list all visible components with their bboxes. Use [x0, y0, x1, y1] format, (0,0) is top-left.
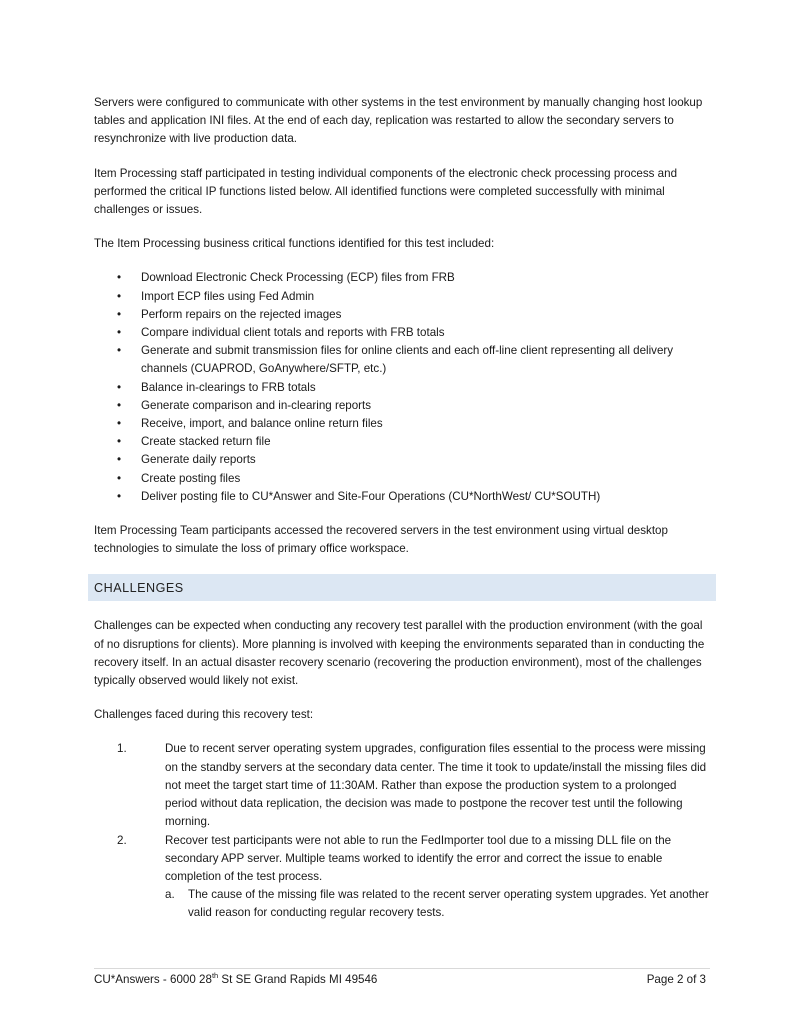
paragraph-virtual-desktop: Item Processing Team participants accessed the recovered servers in the test environment using virtual desktop technologies to simulate the loss of primary office workspace.: [94, 524, 668, 556]
bullet-marker: •: [117, 453, 122, 467]
list-item-text: Balance in-clearings to FRB totals: [141, 380, 316, 394]
bullet-marker: •: [117, 271, 122, 285]
list-item-text: Create posting files: [141, 471, 241, 485]
footer-page-number: Page 2 of 3: [646, 973, 706, 986]
list-item-text: Due to recent server operating system upgrades, configuration files essential to the process were missing on the standby servers at the secondary data center. The time it took to update/install the missing files did not meet the target start time of 11:30AM. Rather than expose the production system to a prolonged period without data replication, the decision was made to postpone the recover test until the following morning.: [165, 742, 707, 829]
sub-list-item-letter: a.: [165, 888, 175, 902]
list-item-text: Deliver posting file to CU*Answer and Site-Four Operations (CU*NorthWest/ CU*SOUTH): [141, 489, 601, 503]
bullet-marker: •: [117, 471, 122, 485]
list-item: [94, 470, 710, 488]
sub-list-item: [165, 886, 710, 922]
list-item: [94, 324, 710, 342]
bullet-marker: •: [117, 417, 122, 431]
footer-address-prefix: CU*Answers - 6000 28: [94, 973, 212, 986]
list-item-text: Compare individual client totals and reports with FRB totals: [141, 326, 445, 340]
bullet-marker: •: [117, 289, 122, 303]
bullet-marker: •: [117, 435, 122, 449]
page-footer: [94, 972, 706, 988]
list-item-text: Generate daily reports: [141, 453, 256, 467]
sub-list: [165, 886, 710, 922]
paragraph-item-processing-staff: Item Processing staff participated in testing individual components of the electronic check processing process and performed the critical IP functions listed below. All identified functions were completed successfully with minimal challenges or issues.: [94, 166, 678, 217]
list-item-text: Import ECP files using Fed Admin: [141, 289, 315, 303]
critical-functions-list: [94, 269, 710, 506]
list-item-text: Download Electronic Check Processing (ECP) files from FRB: [141, 271, 455, 285]
list-item-text: Generate comparison and in-clearing reports: [141, 398, 372, 412]
list-item: [94, 379, 710, 397]
footer-divider: [94, 968, 710, 969]
list-item-text: Create stacked return file: [141, 435, 271, 449]
list-item-text: Receive, import, and balance online return files: [141, 417, 383, 431]
list-item: [94, 269, 710, 287]
bullet-marker: •: [117, 380, 122, 394]
list-item-text: Perform repairs on the rejected images: [141, 307, 342, 321]
list-item: [94, 451, 710, 469]
footer-address-suffix: St SE Grand Rapids MI 49546: [218, 973, 378, 986]
paragraph-challenges-lead: Challenges faced during this recovery test:: [94, 708, 314, 722]
sub-list-item-text: The cause of the missing file was related to the recent server operating system upgrades. Yet another valid reason for conducting regular recovery tests.: [188, 888, 709, 920]
list-item: [94, 488, 710, 506]
list-item: [94, 306, 710, 324]
bullet-marker: •: [117, 489, 122, 503]
section-heading-challenges: CHALLENGES: [88, 574, 716, 601]
paragraph-server-configuration: Servers were configured to communicate with other systems in the test environment by manually changing host lookup tables and application INI files. At the end of each day, replication was restarted to allow the secondary servers to resynchronize with live production data.: [94, 96, 703, 146]
list-item-text: Generate and submit transmission files for online clients and each off-line client representing all delivery channels (CUAPROD, GoAnywhere/SFTP, etc.): [141, 344, 674, 376]
list-item: [94, 288, 710, 306]
challenges-list: [94, 740, 710, 922]
bullet-marker: •: [117, 326, 122, 340]
paragraph-challenges-intro: Challenges can be expected when conducting any recovery test parallel with the production environment (with the goal of no disruptions for clients). More planning is involved with keeping the environments separated than in conducting the recovery itself. In an actual disaster recovery scenario (recovering the production environment), most of the challenges typically observed would likely not exist.: [94, 619, 705, 688]
paragraph-functions-intro: The Item Processing business critical functions identified for this test included:: [94, 237, 495, 251]
bullet-marker: •: [117, 344, 122, 358]
list-item-number: 1.: [117, 742, 127, 756]
list-item: [94, 433, 710, 451]
bullet-marker: •: [117, 398, 122, 412]
footer-address-ordinal: th: [211, 971, 219, 981]
list-item: [94, 832, 710, 923]
list-item: [94, 740, 710, 831]
list-item-text: Recover test participants were not able to run the FedImporter tool due to a missing DLL file on the secondary APP server. Multiple teams worked to identify the error and correct the issue to enable completion of the test process.: [165, 833, 672, 883]
bullet-marker: •: [117, 307, 122, 321]
list-item: [94, 397, 710, 415]
footer-address: [94, 972, 377, 988]
list-item: [94, 342, 710, 378]
list-item: [94, 415, 710, 433]
list-item-number: 2.: [117, 833, 127, 847]
document-body: [94, 94, 710, 923]
